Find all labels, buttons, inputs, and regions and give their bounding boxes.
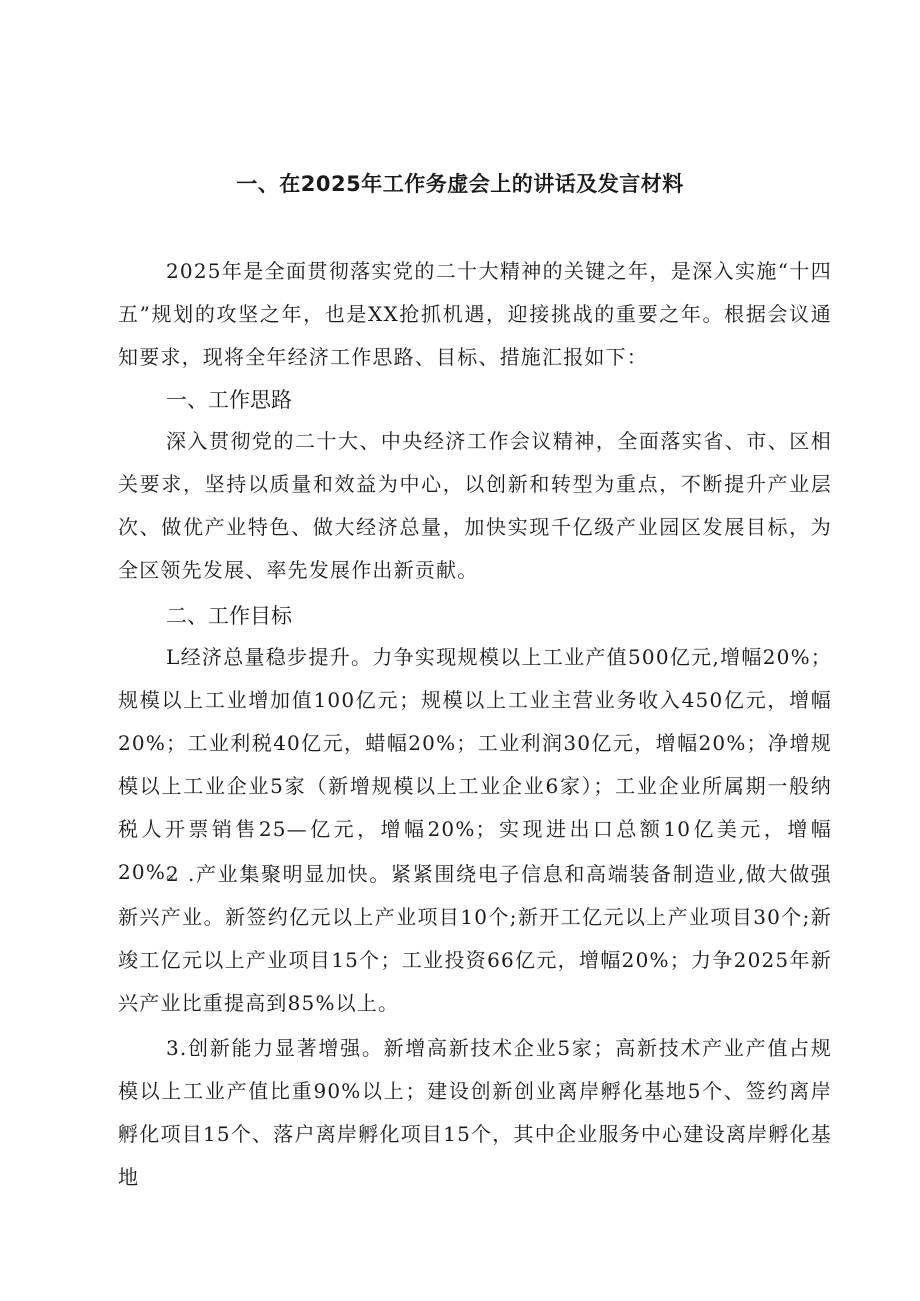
section-heading-block xyxy=(118,378,832,422)
goal-item-innovation: 3.创新能力显著增强。新增高新技术企业5家；高新技术产业产值占规模以上工业产值比重90%以上；建设创新创业离岸孵化基地5个、签约离岸孵化项目15个、落户离岸孵化项目15个，其中企业服务中心建设离岸孵化基地 xyxy=(118,1036,832,1189)
goal-item-block xyxy=(118,853,832,1025)
section-heading-block xyxy=(118,594,832,638)
section-paragraph-ideas: 深入贯彻党的二十大、中央经济工作会议精神，全面落实省、市、区相关要求，坚持以质量和效益为中心，以创新和转型为重点，不断提升产业层次、做优产业特色、做大经济总量，加快实现千亿级产业园区发展目标，为全区领先发展、率先发展作出新贡献。 xyxy=(118,429,832,582)
section-heading-goals: 二、工作目标 xyxy=(166,604,292,628)
goal-item-block xyxy=(118,1027,832,1199)
intro-paragraph: 2025年是全面贯彻落实党的二十大精神的关键之年，是深入实施“十四五”规划的攻坚之年，也是XX抢抓机遇，迎接挑战的重要之年。根据会议通知要求，现将全年经济工作思路、目标、措施汇报如下： xyxy=(118,259,832,369)
section-paragraph-block xyxy=(118,420,832,592)
document-title: 一、在2025年工作务虚会上的讲话及发言材料 xyxy=(236,172,684,196)
section-heading-ideas: 一、工作思路 xyxy=(166,388,292,412)
intro-paragraph-block xyxy=(118,250,832,379)
goal-item-economy: L经济总量稳步提升。力争实现规模以上工业产值500亿元,增幅20%；规模以上工业增加值100亿元；规模以上工业主营业务收入450亿元，增幅20%；工业利税40亿元，蜡幅20%；工业利润30亿元，增幅20%；净增规模以上工业企业5家（新增规模以上工业企业6家）；工业企业所属期一般纳税人开票销售25—亿元，增幅20%；实现进出口总额10亿美元，增幅20%。 xyxy=(118,645,832,884)
goal-item-industry: 2 .产业集聚明显加快。紧紧围绕电子信息和高端装备制造业,做大做强新兴产业。新签约亿元以上产业项目10个;新开工亿元以上产业项目30个;新竣工亿元以上产业项目15个；工业投资66亿元，增幅20%；力争2025年新兴产业比重提高到85%以上。 xyxy=(118,862,832,1015)
